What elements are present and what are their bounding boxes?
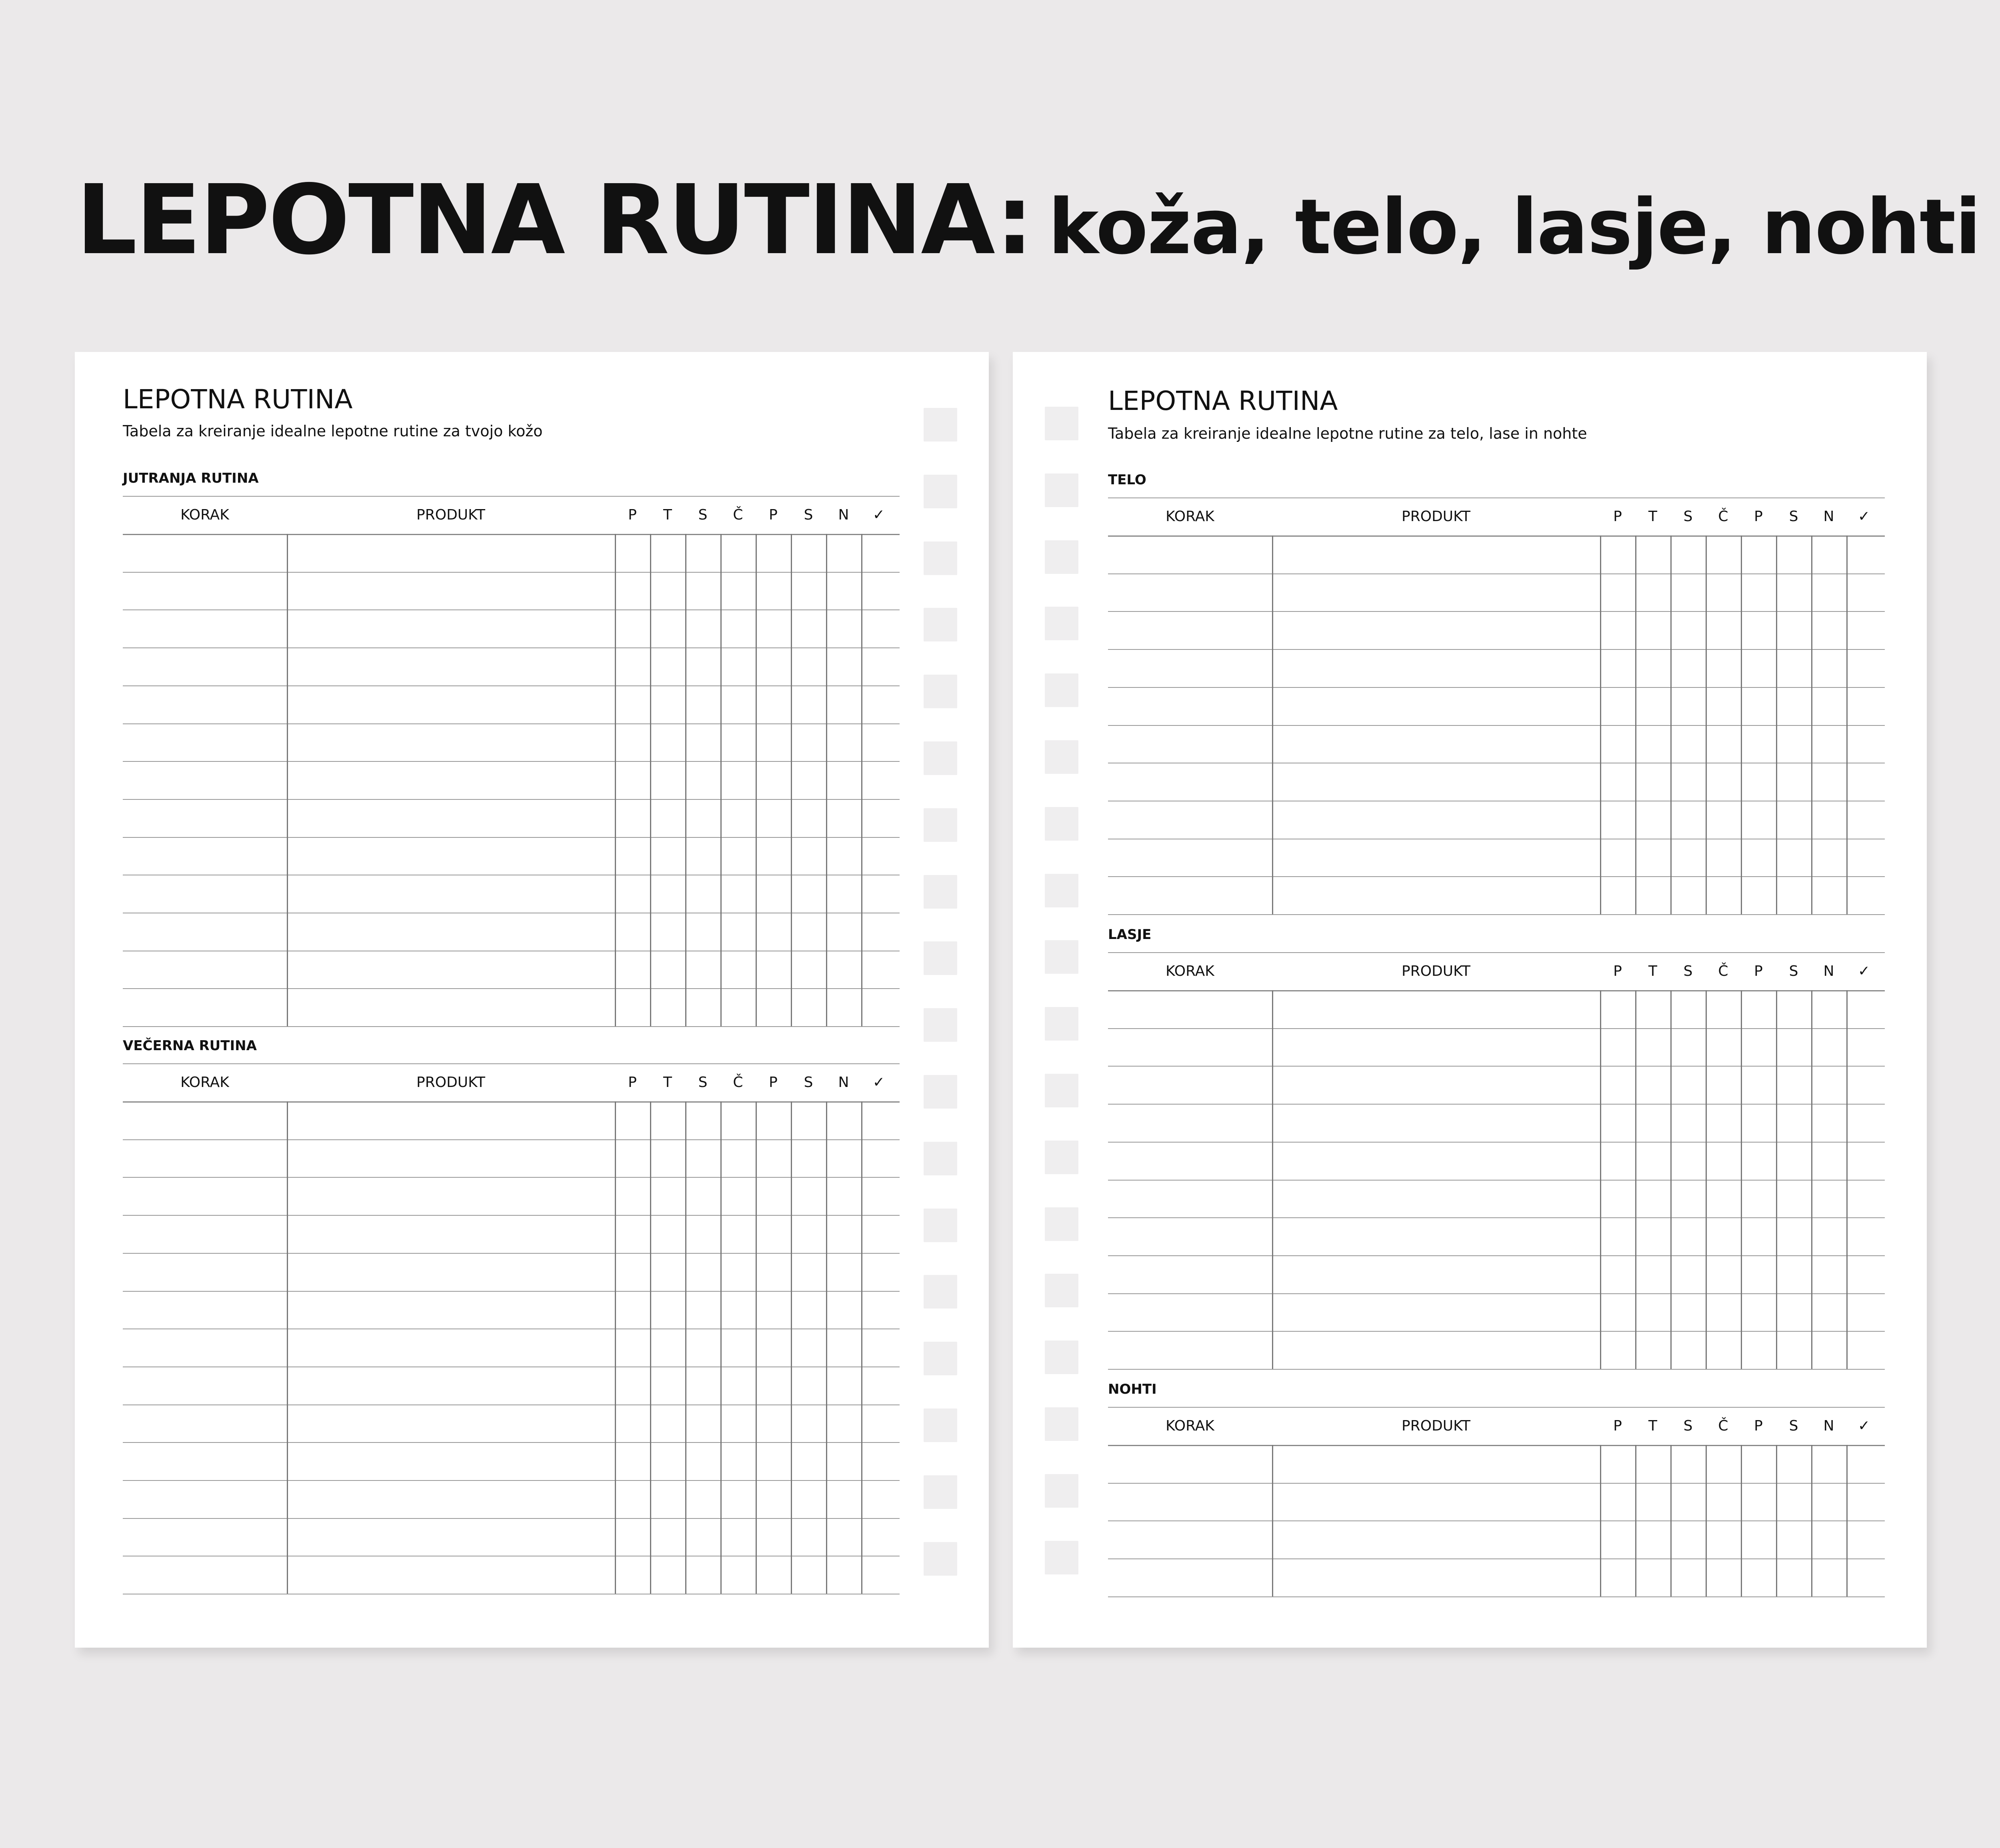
routine-table-nails xyxy=(1108,1407,1885,1596)
table-row[interactable] xyxy=(123,1139,900,1140)
column-header-done: ✓ xyxy=(1858,963,1870,979)
punch-hole xyxy=(1045,1474,1078,1508)
table-header-rule xyxy=(123,1101,900,1103)
column-divider xyxy=(1706,990,1707,1369)
column-header-day: P xyxy=(1613,963,1622,979)
table-header-rule xyxy=(1108,1445,1885,1446)
column-header-day: Č xyxy=(1718,1418,1728,1434)
column-header-day: Č xyxy=(1718,963,1728,979)
column-header-day: N xyxy=(838,1074,849,1091)
punch-hole xyxy=(924,875,957,909)
table-row[interactable] xyxy=(1108,1255,1885,1256)
table-row[interactable] xyxy=(1108,876,1885,877)
column-divider xyxy=(1670,535,1672,914)
table-row[interactable] xyxy=(123,609,900,610)
punch-hole xyxy=(924,1209,957,1242)
column-header-day: Č xyxy=(733,507,743,523)
column-header-product: PRODUKT xyxy=(416,1074,485,1091)
page-title: LEPOTNA RUTINA xyxy=(123,384,353,415)
table-top-rule xyxy=(1108,1407,1885,1408)
column-header-day: N xyxy=(1823,1418,1834,1434)
punch-hole xyxy=(924,941,957,975)
column-divider xyxy=(720,534,722,1026)
punch-hole xyxy=(1045,874,1078,907)
column-header-day: S xyxy=(1789,508,1798,525)
table-row[interactable] xyxy=(1108,1293,1885,1294)
column-header-done: ✓ xyxy=(1858,1418,1870,1434)
column-divider xyxy=(1846,535,1848,914)
planner-page-skin xyxy=(75,352,989,1648)
column-header-day: S xyxy=(1683,1418,1693,1434)
section-label-morning: JUTRANJA RUTINA xyxy=(123,470,259,486)
punch-hole xyxy=(924,1475,957,1509)
table-row[interactable] xyxy=(1108,1028,1885,1029)
punch-hole xyxy=(1045,673,1078,707)
column-divider xyxy=(1741,1445,1742,1596)
column-divider xyxy=(861,534,862,1026)
column-divider xyxy=(1776,535,1777,914)
punch-hole xyxy=(1045,940,1078,974)
table-row[interactable] xyxy=(1108,1558,1885,1559)
punch-hole xyxy=(1045,1141,1078,1174)
column-divider xyxy=(650,534,651,1026)
column-header-day: N xyxy=(1823,508,1834,525)
punch-hole xyxy=(924,1008,957,1042)
table-row[interactable] xyxy=(1108,1483,1885,1484)
column-header-done: ✓ xyxy=(1858,508,1870,525)
column-header-product: PRODUKT xyxy=(416,507,485,523)
column-divider xyxy=(1272,535,1273,914)
column-divider xyxy=(720,1101,722,1594)
column-header-product: PRODUKT xyxy=(1402,963,1470,979)
column-divider xyxy=(791,1101,792,1594)
column-header-day: P xyxy=(628,507,637,523)
table-row[interactable] xyxy=(1108,1142,1885,1143)
column-header-step: KORAK xyxy=(1166,1418,1214,1434)
section-label-nails: NOHTI xyxy=(1108,1381,1157,1397)
page-title: LEPOTNA RUTINA xyxy=(1108,386,1338,416)
column-divider xyxy=(1846,1445,1848,1596)
column-divider xyxy=(756,534,757,1026)
column-header-day: P xyxy=(1613,1418,1622,1434)
table-row[interactable] xyxy=(1108,573,1885,574)
punch-hole xyxy=(1045,1074,1078,1107)
column-header-day: T xyxy=(663,1074,672,1091)
column-divider xyxy=(1272,990,1273,1369)
table-row[interactable] xyxy=(123,647,900,648)
column-divider xyxy=(615,1101,616,1594)
column-divider xyxy=(1776,1445,1777,1596)
column-header-day: S xyxy=(1789,1418,1798,1434)
column-header-day: Č xyxy=(1718,508,1728,525)
column-divider xyxy=(650,1101,651,1594)
column-divider xyxy=(615,534,616,1026)
punch-hole xyxy=(924,808,957,842)
column-divider xyxy=(287,534,288,1026)
routine-table-hair xyxy=(1108,952,1885,1369)
table-row[interactable] xyxy=(123,572,900,573)
punch-hole xyxy=(924,475,957,508)
column-header-day: P xyxy=(1754,963,1763,979)
punch-hole xyxy=(1045,807,1078,841)
column-header-day: P xyxy=(1613,508,1622,525)
punch-hole xyxy=(924,1408,957,1442)
column-header-product: PRODUKT xyxy=(1402,508,1470,525)
punch-hole xyxy=(1045,473,1078,507)
column-divider xyxy=(826,534,827,1026)
table-row[interactable] xyxy=(1108,914,1885,915)
column-header-step: KORAK xyxy=(180,1074,229,1091)
table-row[interactable] xyxy=(123,837,900,838)
hero-title-strong: LEPOTNA RUTINA: xyxy=(76,164,1032,276)
column-header-product: PRODUKT xyxy=(1402,1418,1470,1434)
column-header-day: P xyxy=(628,1074,637,1091)
column-divider xyxy=(1706,1445,1707,1596)
table-row[interactable] xyxy=(123,1518,900,1519)
column-divider xyxy=(791,534,792,1026)
column-divider xyxy=(1670,1445,1672,1596)
page-subtitle: Tabela za kreiranje idealne lepotne rutine za telo, lase in nohte xyxy=(1108,425,1587,442)
table-row[interactable] xyxy=(123,1215,900,1216)
table-header-rule xyxy=(1108,535,1885,537)
column-header-day: P xyxy=(1754,1418,1763,1434)
hero-title xyxy=(76,164,1980,276)
punch-hole xyxy=(924,741,957,775)
table-row[interactable] xyxy=(1108,725,1885,726)
table-header-rule xyxy=(1108,990,1885,991)
table-row[interactable] xyxy=(1108,1520,1885,1521)
punch-hole xyxy=(924,541,957,575)
punch-hole xyxy=(924,1275,957,1309)
table-row[interactable] xyxy=(123,988,900,989)
column-header-done: ✓ xyxy=(872,507,885,523)
punch-hole xyxy=(1045,407,1078,440)
column-divider xyxy=(1635,535,1636,914)
punch-hole xyxy=(1045,607,1078,640)
table-row[interactable] xyxy=(123,685,900,686)
table-row[interactable] xyxy=(1108,1104,1885,1105)
table-row[interactable] xyxy=(123,1442,900,1443)
table-row[interactable] xyxy=(1108,611,1885,612)
column-header-day: S xyxy=(1683,963,1693,979)
column-divider xyxy=(1635,990,1636,1369)
table-row[interactable] xyxy=(1108,1066,1885,1067)
column-header-day: S xyxy=(698,507,708,523)
punch-hole xyxy=(924,1542,957,1576)
column-divider xyxy=(1600,535,1601,914)
column-divider xyxy=(756,1101,757,1594)
table-header-rule xyxy=(123,534,900,535)
column-divider xyxy=(1706,535,1707,914)
column-header-day: P xyxy=(1754,508,1763,525)
column-header-step: KORAK xyxy=(180,507,229,523)
table-row[interactable] xyxy=(123,723,900,724)
punch-hole xyxy=(1045,1274,1078,1307)
table-row[interactable] xyxy=(123,1291,900,1292)
column-divider xyxy=(1811,1445,1812,1596)
punch-hole xyxy=(924,1075,957,1109)
column-header-day: S xyxy=(698,1074,708,1091)
punch-hole xyxy=(924,608,957,641)
column-divider xyxy=(1670,990,1672,1369)
table-row[interactable] xyxy=(123,799,900,800)
column-divider xyxy=(1741,535,1742,914)
table-row[interactable] xyxy=(123,761,900,762)
table-row[interactable] xyxy=(123,1404,900,1405)
section-label-body: TELO xyxy=(1108,472,1146,488)
punch-hole xyxy=(924,1142,957,1175)
routine-table-evening xyxy=(123,1063,900,1594)
column-header-step: KORAK xyxy=(1166,508,1214,525)
section-label-evening: VEČERNA RUTINA xyxy=(123,1038,257,1054)
column-divider xyxy=(826,1101,827,1594)
planner-page-body xyxy=(1013,352,1927,1648)
column-header-day: T xyxy=(663,507,672,523)
column-divider xyxy=(1811,990,1812,1369)
column-divider xyxy=(1846,990,1848,1369)
table-row[interactable] xyxy=(123,1026,900,1027)
column-divider xyxy=(1811,535,1812,914)
routine-table-morning xyxy=(123,496,900,1026)
column-header-day: N xyxy=(1823,963,1834,979)
section-label-hair: LASJE xyxy=(1108,927,1152,943)
punch-hole xyxy=(924,1342,957,1375)
column-header-day: T xyxy=(1648,508,1657,525)
table-row[interactable] xyxy=(123,1177,900,1178)
column-header-day: S xyxy=(804,1074,813,1091)
routine-table-body xyxy=(1108,497,1885,914)
column-divider xyxy=(1600,1445,1601,1596)
column-header-day: S xyxy=(804,507,813,523)
table-row[interactable] xyxy=(123,1253,900,1254)
table-top-rule xyxy=(1108,497,1885,498)
column-header-day: T xyxy=(1648,963,1657,979)
punch-hole xyxy=(1045,1007,1078,1041)
punch-hole xyxy=(1045,740,1078,774)
column-divider xyxy=(1635,1445,1636,1596)
column-divider xyxy=(1741,990,1742,1369)
punch-hole xyxy=(1045,1207,1078,1241)
table-row[interactable] xyxy=(1108,1217,1885,1218)
column-header-day: Č xyxy=(733,1074,743,1091)
column-divider xyxy=(1776,990,1777,1369)
table-row[interactable] xyxy=(1108,1331,1885,1332)
punch-hole xyxy=(924,675,957,708)
column-divider xyxy=(685,534,686,1026)
table-top-rule xyxy=(123,1063,900,1064)
punch-hole xyxy=(1045,1341,1078,1374)
page-subtitle: Tabela za kreiranje idealne lepotne rutine za tvojo kožo xyxy=(123,422,543,440)
column-divider xyxy=(685,1101,686,1594)
table-row[interactable] xyxy=(1108,1596,1885,1597)
table-row[interactable] xyxy=(1108,687,1885,688)
punch-hole xyxy=(924,408,957,442)
table-row[interactable] xyxy=(1108,1369,1885,1370)
table-row[interactable] xyxy=(1108,649,1885,650)
column-header-day: N xyxy=(838,507,849,523)
hero-title-light: koža, telo, lasje, nohti xyxy=(1048,183,1980,271)
column-header-step: KORAK xyxy=(1166,963,1214,979)
column-header-day: S xyxy=(1683,508,1693,525)
punch-hole xyxy=(1045,1541,1078,1574)
column-divider xyxy=(1272,1445,1273,1596)
table-row[interactable] xyxy=(1108,1180,1885,1181)
punch-hole xyxy=(1045,1407,1078,1441)
column-header-day: P xyxy=(769,507,778,523)
table-row[interactable] xyxy=(123,1480,900,1481)
punch-hole xyxy=(1045,540,1078,574)
table-top-rule xyxy=(1108,952,1885,953)
column-divider xyxy=(287,1101,288,1594)
column-header-day: S xyxy=(1789,963,1798,979)
column-divider xyxy=(1600,990,1601,1369)
column-header-day: P xyxy=(769,1074,778,1091)
column-divider xyxy=(861,1101,862,1594)
column-header-day: T xyxy=(1648,1418,1657,1434)
table-top-rule xyxy=(123,496,900,497)
column-header-done: ✓ xyxy=(872,1074,885,1091)
